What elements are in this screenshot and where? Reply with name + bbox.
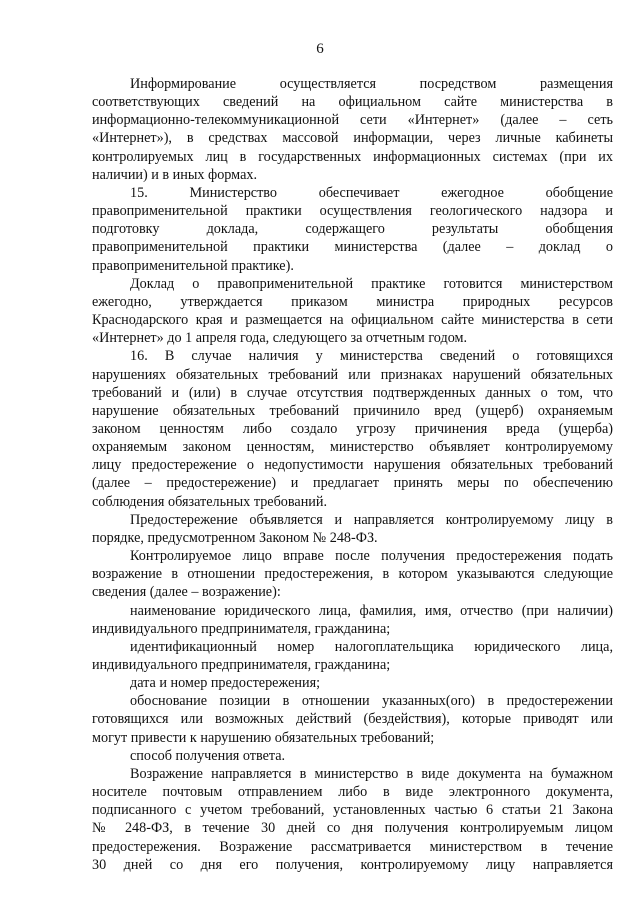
text-line: наличии) и в иных формах. — [92, 166, 258, 183]
text-line: подготовку доклада, содержащего результаты обобщения — [92, 221, 613, 238]
text-line: (далее – предостережение) и предлагает принять меры по обеспечению — [92, 475, 613, 492]
text-line: могут привести к нарушению обязательных требований; — [92, 729, 435, 746]
text-line: законом ценностям либо создало угрозу причинения вреда (ущерба) — [92, 420, 613, 437]
text-line: соответствующих сведений на официальном сайте министерства в — [92, 94, 613, 111]
text-line: Информирование осуществляется посредством размещения — [130, 76, 613, 92]
text-line: сведения (далее – возражение): — [92, 584, 281, 601]
text-line: Предостережение объявляется и направляется контролируемому лицу в — [130, 511, 613, 528]
text-line: соблюдения обязательных требований. — [92, 493, 328, 510]
text-line: Краснодарского края и размещается на официальном сайте министерства в сети — [92, 312, 613, 329]
text-line: способ получения ответа. — [130, 747, 286, 764]
text-line: нарушениях обязательных требований или признаках нарушений обязательных — [92, 366, 613, 383]
text-line: возражение в отношении предостережения, в котором указываются следующие — [92, 566, 613, 583]
text-line: индивидуального предпринимателя, гражданина; — [92, 657, 391, 673]
text-line: «Интернет»), в средствах массовой информации, через личные кабинеты — [92, 130, 613, 147]
paragraph-item-inn — [92, 638, 613, 674]
paragraph-15 — [92, 184, 613, 275]
text-line: правоприменительной практики министерства (далее – доклад о — [92, 239, 613, 256]
paragraph-informing — [92, 75, 613, 184]
text-line: требований и (или) в случае отсутствия подтвержденных данных о том, что — [92, 384, 613, 401]
text-line: идентификационный номер налогоплательщика юридического лица, — [130, 638, 613, 655]
text-line: № 248-ФЗ, в течение 30 дней со дня получения контролируемым лицом — [92, 820, 613, 837]
paragraph-item-method — [92, 747, 613, 765]
paragraph-objection-sent — [92, 765, 613, 874]
text-line: правоприменительной практике). — [92, 257, 294, 274]
paragraph-item-name — [92, 602, 613, 638]
text-line: Контролируемое лицо вправе после получения предостережения подать — [130, 548, 613, 565]
text-line: предостережения. Возражение рассматривается министерством в течение — [92, 838, 613, 855]
text-line: Возражение направляется в министерство в виде документа на бумажном — [130, 765, 613, 782]
text-line: «Интернет» до 1 апреля года, следующего за отчетным годом. — [92, 330, 468, 347]
page-number: 6 — [316, 41, 324, 57]
document-body — [92, 75, 613, 874]
text-line: информационно-телекоммуникационной сети «Интернет» (далее – сеть — [92, 112, 613, 129]
paragraph-item-date — [92, 674, 613, 692]
text-line: нарушение обязательных требований причинило вред (ущерб) охраняемым — [92, 402, 613, 419]
text-line: Доклад о правоприменительной практике готовится министерством — [130, 275, 613, 292]
text-line: дата и номер предостережения; — [130, 675, 321, 692]
text-line: правоприменительной практики осуществления геологического надзора и — [92, 203, 613, 220]
text-line: 30 дней со дня его получения, контролируемому лицу направляется — [92, 856, 613, 873]
text-line: обоснование позиции в отношении указанных(ого) в предостережении — [130, 693, 613, 710]
text-line: наименование юридического лица, фамилия, имя, отчество (при наличии) — [130, 602, 613, 619]
text-line: подписанного с учетом требований, установленных частью 6 статьи 21 Закона — [92, 802, 613, 819]
text-line: индивидуального предпринимателя, гражданина; — [92, 620, 391, 637]
text-line: порядке, предусмотренном Законом № 248-ФЗ. — [92, 529, 378, 546]
paragraph-16 — [92, 347, 613, 510]
text-line: 16. В случае наличия у министерства сведений о готовящихся — [130, 348, 613, 365]
paragraph-warning-issued — [92, 511, 613, 547]
text-line: лицу предостережение о недопустимости нарушения обязательных требований — [92, 457, 613, 474]
paragraph-item-justification — [92, 692, 613, 746]
text-line: ежегодно, утверждается приказом министра природных ресурсов — [92, 293, 613, 310]
text-line: контролируемых лиц в государственных информационных системах (при их — [92, 148, 613, 165]
text-line: носителе почтовым отправлением либо в виде электронного документа, — [92, 784, 613, 801]
text-line: 15. Министерство обеспечивает ежегодное обобщение — [130, 184, 613, 201]
text-line: охраняемым законом ценностям, министерство объявляет контролируемому — [92, 439, 613, 456]
text-line: готовящихся или возможных действий (бездействия), которые приводят или — [92, 711, 613, 728]
paragraph-objection — [92, 547, 613, 601]
paragraph-report — [92, 275, 613, 348]
